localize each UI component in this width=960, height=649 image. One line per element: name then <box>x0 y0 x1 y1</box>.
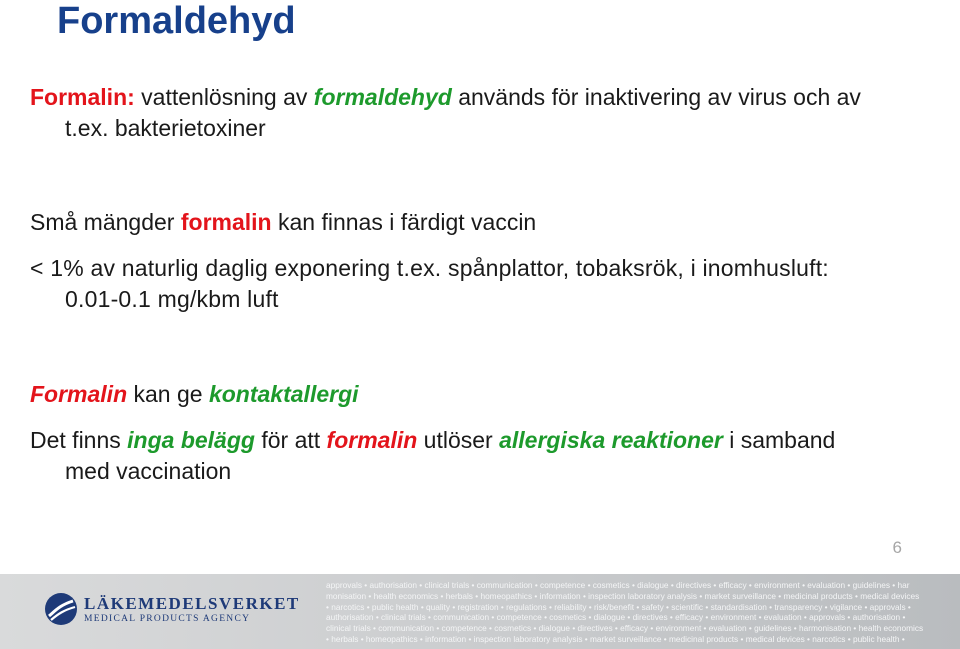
keyword-line: approvals • authorisation • clinical trials • communication • competence • cosmetics • dialogue • directives • efficacy • environment • evaluation • guidelines • har <box>326 580 910 590</box>
text-segment: kan ge <box>127 381 209 407</box>
keyword-line: • herbals • homeopathics • information • inspection laboratory analysis • market surveillance • medicinal products • medical devices • narcotics • public health • <box>326 633 905 644</box>
slide-title: Formaldehyd <box>57 0 296 42</box>
term-formalin: formalin <box>180 209 272 235</box>
text-segment: används för inaktivering av virus och av t.ex. bakterietoxiner <box>65 84 861 141</box>
text-segment: i samband med vaccination <box>65 427 836 484</box>
term-formalin: formalin <box>326 427 418 453</box>
text-segment: utlöser <box>417 427 500 453</box>
footer-bar <box>0 574 960 649</box>
footer-keywords <box>326 580 960 645</box>
keyword-line: authorisation • clinical trials • communication • competence • cosmetics • dialogue • directives • efficacy • environment • evaluation • approvals • authorisation • <box>326 612 906 623</box>
paragraph-natural-exposure <box>30 253 880 315</box>
term-formalin: Formalin: <box>30 84 135 110</box>
paragraph-no-evidence <box>30 425 880 487</box>
keyword-line: • narcotics • public health • quality • registration • regulations • reliability • risk/benefit • safety • scientific • standardisation • transparency • vigilance • approvals • <box>326 601 911 612</box>
term-inga-belagg: inga belägg <box>127 427 255 453</box>
keyword-line: monisation • health economics • herbals • homeopathics • information • inspection laboratory analysis • market surveillance • medicinal products • medical devices <box>326 590 920 601</box>
term-kontaktallergi: kontaktallergi <box>208 381 359 407</box>
keyword-line: clinical trials • communication • competence • cosmetics • dialogue • directives • efficacy • environment • evaluation • guidelines • harmonisation • health economics <box>326 623 924 634</box>
agency-logo-icon <box>44 592 78 626</box>
text-segment: < 1% av naturlig daglig exponering t.ex. spånplattor, tobaksrök, i inomhusluft: 0.01-0.1 mg/kbm luft <box>30 255 829 312</box>
term-formaldehyd: formaldehyd <box>313 84 452 110</box>
paragraph-small-amounts <box>30 207 880 238</box>
agency-logo-text <box>84 595 300 625</box>
term-allergiska-reaktioner: allergiska reaktioner <box>499 427 723 453</box>
text-segment: Små mängder <box>30 209 181 235</box>
paragraph-formalin-definition <box>30 82 880 144</box>
text-segment: vattenlösning av <box>134 84 314 110</box>
text-segment: kan finnas i färdigt vaccin <box>271 209 537 235</box>
page-number: 6 <box>892 538 902 557</box>
term-formalin: Formalin <box>30 381 128 407</box>
text-segment: för att <box>254 427 327 453</box>
agency-name: LÄKEMEDELSVERKET <box>84 594 300 613</box>
text-segment: Det finns <box>30 427 128 453</box>
paragraph-contact-allergy <box>30 379 880 410</box>
agency-subtitle: MEDICAL PRODUCTS AGENCY <box>84 614 251 624</box>
